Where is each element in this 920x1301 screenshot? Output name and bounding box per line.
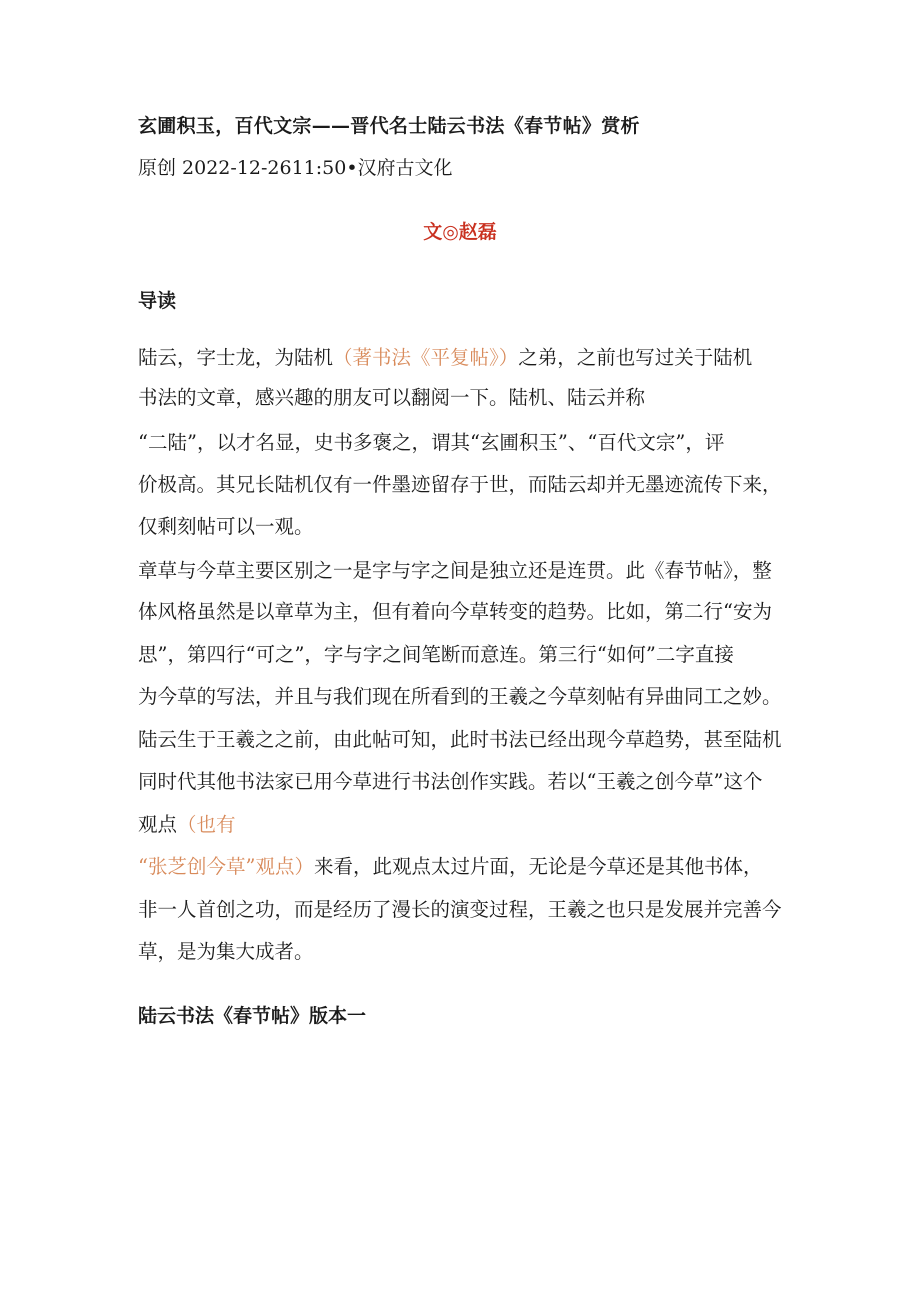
author-line: 文◎赵磊 bbox=[423, 221, 497, 243]
paragraph-line bbox=[138, 815, 236, 835]
paragraph-line: 非一人首创之功，而是经历了漫长的演变过程，王羲之也只是发展并完善今 bbox=[138, 898, 782, 921]
article-title: 玄圃积玉，百代文宗——晋代名士陆云书法《春节帖》赏析 bbox=[138, 115, 640, 137]
text-span: 观点 bbox=[138, 813, 178, 836]
section-heading-version: 陆云书法《春节帖》版本一 bbox=[138, 1005, 367, 1027]
paragraph-line: 体风格虽然是以章草为主，但有着向今草转变的趋势。比如，第二行“安为 bbox=[138, 600, 772, 623]
paragraph-line: 书法的文章，感兴趣的朋友可以翻阅一下。陆机、陆云并称 bbox=[138, 386, 646, 409]
paragraph-line bbox=[138, 857, 762, 877]
paragraph-line: 草，是为集大成者。 bbox=[138, 940, 314, 963]
paragraph-line: 章草与今草主要区别之一是字与字之间是独立还是连贯。此《春节帖》，整 bbox=[138, 559, 772, 582]
text-span: 之弟，之前也写过关于陆机 bbox=[518, 346, 753, 369]
paragraph-line: 思”，第四行“可之”，字与字之间笔断而意连。第三行“如何”二字直接 bbox=[138, 643, 734, 666]
paragraph-line: 为今草的写法，并且与我们现在所看到的王羲之今草刻帖有异曲同工之妙。 bbox=[138, 685, 782, 708]
paragraph-line: 陆云生于王羲之之前，由此帖可知，此时书法已经出现今草趋势，甚至陆机 bbox=[138, 728, 782, 751]
paragraph-line: 仅剩刻帖可以一观。 bbox=[138, 515, 314, 538]
paragraph-line: 同时代其他书法家已用今草进行书法创作实践。若以“王羲之创今草”这个 bbox=[138, 770, 763, 793]
paragraph-line: “二陆”，以才名显，史书多褒之，谓其“玄圃积玉”、“百代文宗”，评 bbox=[138, 431, 725, 454]
annotation-text: （著书法《平复帖》） bbox=[333, 346, 519, 369]
text-span: 陆云，字士龙，为陆机 bbox=[138, 346, 334, 369]
text-span: 来看，此观点太过片面，无论是今草还是其他书体， bbox=[313, 855, 763, 878]
annotation-text: “张芝创今草”观点） bbox=[138, 855, 314, 878]
paragraph-line: 价极高。其兄长陆机仅有一件墨迹留存于世，而陆云却并无墨迹流传下来， bbox=[138, 473, 782, 496]
annotation-text: （也有 bbox=[177, 813, 236, 836]
section-heading-intro: 导读 bbox=[138, 290, 177, 312]
paragraph-line bbox=[138, 348, 752, 368]
article-meta: 原创 2022-12-2611:50•汉府古文化 bbox=[138, 157, 453, 179]
